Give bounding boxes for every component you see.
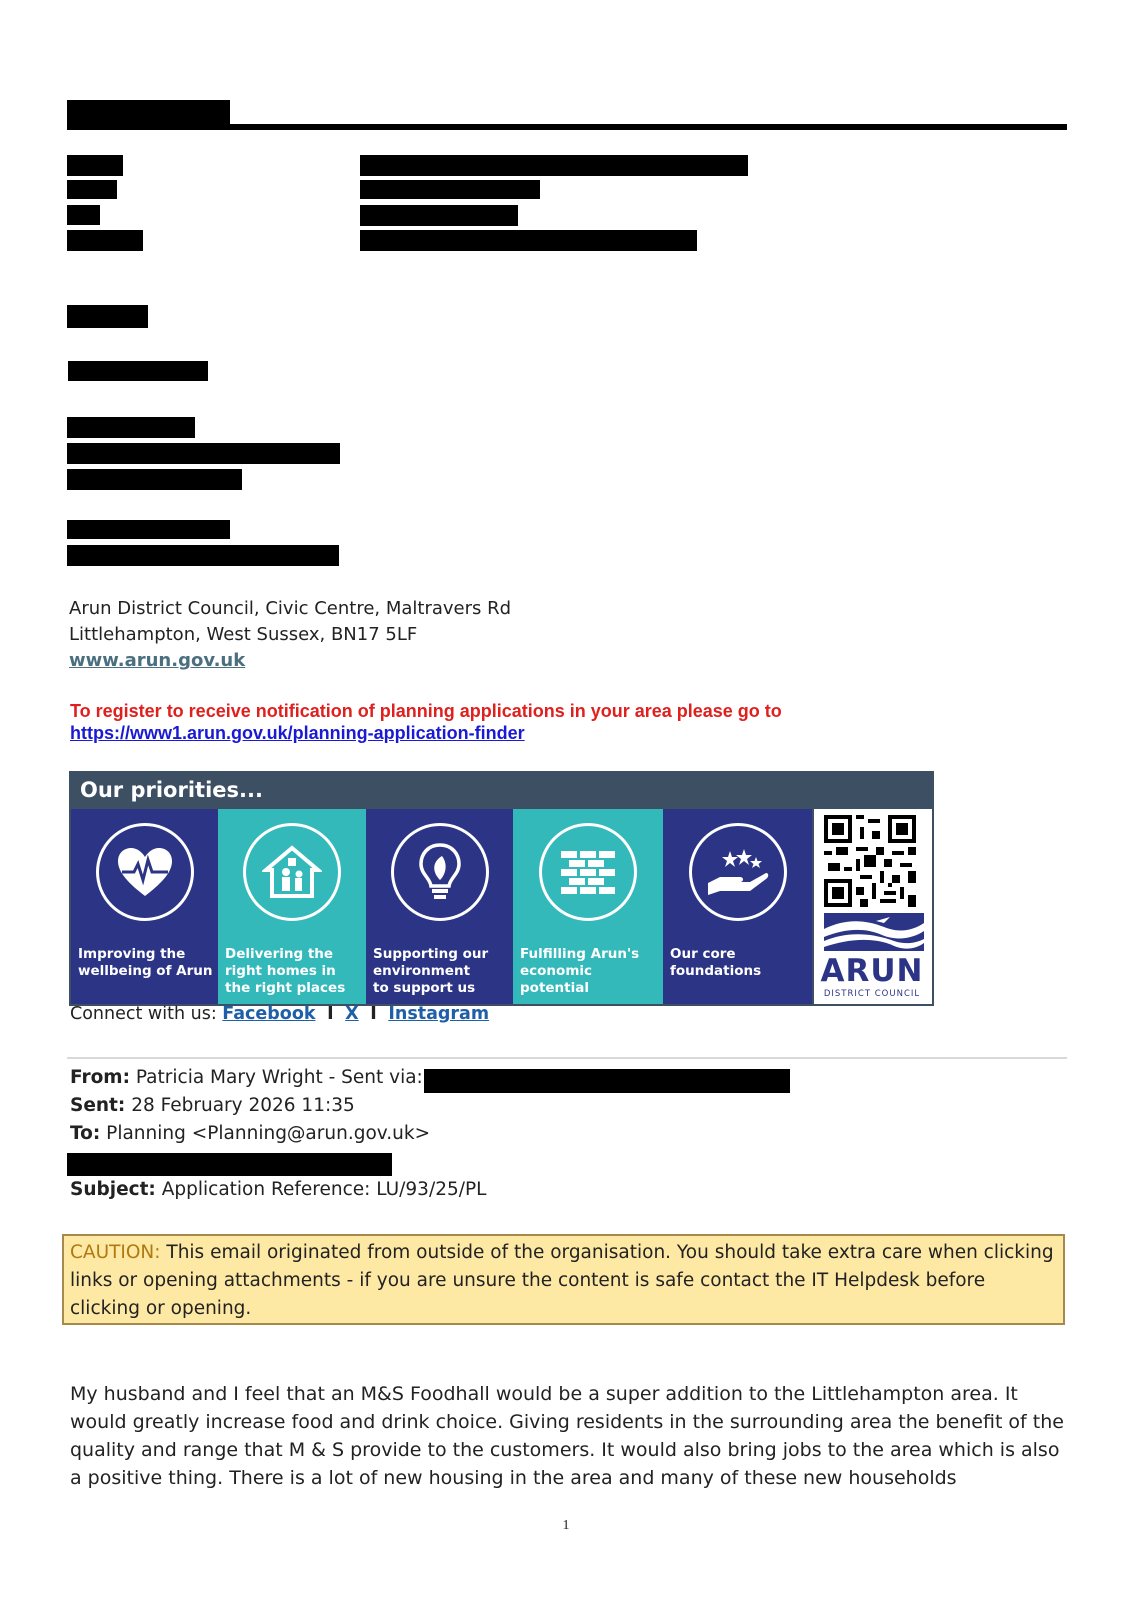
priorities-banner <box>69 771 934 1006</box>
redaction-label-2 <box>67 180 117 199</box>
arun-wave-logo-icon <box>824 913 924 951</box>
tile-economic <box>513 809 663 1004</box>
subject-value: Application Reference: LU/93/25/PL <box>161 1179 487 1200</box>
email-subject <box>70 1178 486 1202</box>
tile-wellbeing <box>71 809 218 1004</box>
redaction-value-1 <box>360 155 748 176</box>
redaction-value-4 <box>360 230 697 251</box>
arun-logo-subtext: DISTRICT COUNCIL <box>823 989 921 999</box>
brick-wall-icon <box>539 823 637 921</box>
notice-text: To register to receive notification of planning applications in your area please go to <box>70 701 782 721</box>
to-label: To: <box>70 1123 101 1144</box>
tile-caption: Improving the wellbeing of Arun <box>78 946 213 979</box>
facebook-link[interactable]: Facebook <box>222 1004 316 1024</box>
address-line-1: Arun District Council, Civic Centre, Maltravers Rd <box>69 598 512 619</box>
redaction-header-name <box>67 100 230 126</box>
tile-caption: Fulfilling Arun's economic potential <box>520 946 640 996</box>
caution-banner <box>62 1234 1065 1325</box>
tile-foundations <box>663 809 812 1004</box>
redaction-cc <box>67 1153 392 1176</box>
redaction-value-3 <box>360 205 518 226</box>
tile-caption: Delivering the right homes in the right places <box>225 946 346 996</box>
page-number: 1 <box>562 1518 570 1533</box>
house-family-icon <box>243 823 341 921</box>
hand-stars-icon <box>689 823 787 921</box>
redaction-block-7 <box>67 545 339 566</box>
email-from <box>70 1066 423 1090</box>
arun-logo-tile <box>812 809 932 1004</box>
to-value: Planning <Planning@arun.gov.uk> <box>106 1123 431 1144</box>
banner-heading: Our priorities... <box>80 778 263 802</box>
separator: I <box>370 1004 377 1024</box>
email-sent <box>70 1094 355 1118</box>
website-link[interactable]: www.arun.gov.uk <box>69 650 246 671</box>
redaction-label-1 <box>67 155 123 176</box>
email-to <box>70 1122 430 1146</box>
connect-with-us <box>70 1004 489 1024</box>
tile-homes <box>218 809 366 1004</box>
sent-label: Sent: <box>70 1095 126 1116</box>
lightbulb-leaf-icon <box>391 823 489 921</box>
redaction-block-5 <box>67 469 242 490</box>
redaction-block-2 <box>68 361 208 381</box>
heart-pulse-icon <box>96 823 194 921</box>
separator: I <box>327 1004 334 1024</box>
x-link[interactable]: X <box>345 1004 359 1024</box>
divider <box>67 1057 1067 1059</box>
redaction-label-3 <box>67 205 100 225</box>
header-rule <box>67 124 1067 130</box>
email-body: My husband and I feel that an M&S Foodhall would be a super addition to the Littlehampton area. It would greatly increase food and drink choice. Giving residents in the surrounding area the benefit of the quality and range that M & S provide to the customers. It would also bring jobs to the area which is also a positive thing. There is a lot of new housing in the area and many of these new households <box>70 1383 1064 1489</box>
instagram-link[interactable]: Instagram <box>388 1004 490 1024</box>
subject-label: Subject: <box>70 1179 156 1200</box>
planning-finder-link[interactable]: https://www1.arun.gov.uk/planning-application-finder <box>70 723 525 743</box>
from-label: From: <box>70 1067 130 1088</box>
redaction-value-2 <box>360 180 540 199</box>
tile-caption: Our core foundations <box>670 946 762 979</box>
planning-notice <box>70 700 782 744</box>
redaction-block-1 <box>67 305 148 328</box>
tile-caption: Supporting our environment to support us <box>373 946 489 996</box>
redaction-sender-address <box>424 1069 790 1093</box>
tile-environment <box>366 809 513 1004</box>
connect-label: Connect with us: <box>70 1004 217 1024</box>
signature-block <box>69 596 511 674</box>
redaction-block-3 <box>67 417 195 438</box>
redaction-label-4 <box>67 230 143 251</box>
caution-text: This email originated from outside of the organisation. You should take extra care when clicking links or opening attachments - if you are unsure the content is safe contact the IT Helpdesk before clicking or opening. <box>70 1242 1054 1319</box>
redaction-block-4 <box>67 443 340 464</box>
arun-logo-text: ARUN <box>820 953 924 989</box>
qr-code-icon[interactable] <box>824 815 916 907</box>
sent-value: 28 February 2026 11:35 <box>131 1095 355 1116</box>
redaction-block-6 <box>67 520 230 539</box>
address-line-2: Littlehampton, West Sussex, BN17 5LF <box>69 624 418 645</box>
from-value: Patricia Mary Wright - Sent via: <box>135 1067 423 1088</box>
caution-label: CAUTION: <box>70 1242 161 1263</box>
